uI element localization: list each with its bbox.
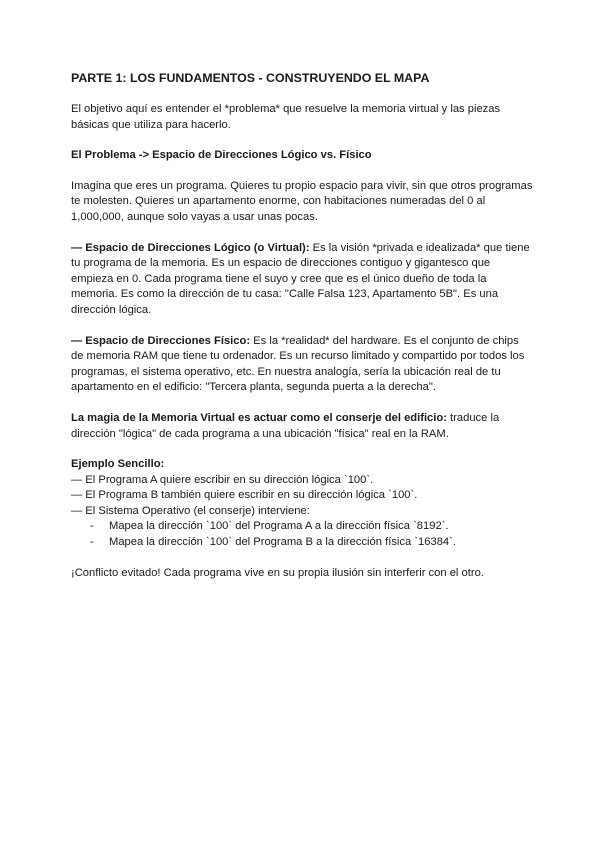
- physical-address-text: Es la *realidad* del hardware. Es el conjunto de chips de memoria RAM que tiene tu ordenador. Es un recurso limitado y compartido por todos los programas, el sistema operativo, etc. En nuestra analogía, sería la ubicación real de tu apartamento en el edificio: "Tercera planta, segunda puerta a la derecha".: [71, 334, 525, 394]
- logical-address-text: Es la visión *privada e idealizada* que tiene tu programa de la memoria. Es un espacio de direcciones contiguo y gigantesco que empieza en 0. Cada programa tiene el suyo y cree que es el único dueño de toda la memoria. Es como la dirección de tu casa: "Calle Falsa 123, Apartamento 5B". Es una dirección lógica.: [71, 241, 530, 316]
- physical-address-paragraph: [71, 334, 533, 396]
- example-sub-list: [71, 519, 533, 550]
- magic-label: La magia de la Memoria Virtual es actuar como el conserje del edificio:: [71, 411, 447, 424]
- physical-address-label: — Espacio de Direcciones Físico:: [71, 334, 251, 347]
- list-dash: -: [90, 536, 94, 549]
- magic-paragraph: [71, 411, 533, 442]
- intro-paragraph: El objetivo aquí es entender el *problema* que resuelve la memoria virtual y las piezas básicas que utiliza para hacerlo.: [71, 103, 501, 131]
- conclusion-paragraph: ¡Conflicto evitado! Cada programa vive en su propia ilusión sin interferir con el otro.: [71, 566, 484, 579]
- problem-paragraph: Imagina que eres un programa. Quieres tu propio espacio para vivir, sin que otros programas te molesten. Quieres un apartamento enorme, con habitaciones numeradas del 0 al 1,000,000, aunque solo vayas a usar unas pocas.: [71, 179, 533, 223]
- document-title: PARTE 1: LOS FUNDAMENTOS - CONSTRUYENDO EL MAPA: [71, 71, 430, 85]
- magic-text: traduce la dirección "lógica" de cada programa a una ubicación "física" real en la RAM.: [71, 411, 500, 440]
- example-line: — El Programa A quiere escribir en su dirección lógica `100`.: [71, 473, 374, 486]
- logical-address-label: — Espacio de Direcciones Lógico (o Virtual):: [71, 241, 310, 254]
- example-line: — El Programa B también quiere escribir en su dirección lógica `100`.: [71, 489, 418, 502]
- example-line: — El Sistema Operativo (el conserje) interviene:: [71, 504, 310, 517]
- document-page: [71, 70, 533, 581]
- example-sub-item: - Mapea la dirección `100` del Programa B a la dirección física `16384`.: [71, 535, 533, 551]
- list-dash: -: [90, 520, 94, 533]
- logical-address-paragraph: [71, 241, 533, 319]
- example-section: [71, 457, 533, 551]
- example-sub-item: - Mapea la dirección `100` del Programa A a la dirección física `8192`.: [71, 519, 533, 535]
- example-heading: Ejemplo Sencillo:: [71, 458, 165, 471]
- problem-heading: El Problema -> Espacio de Direcciones Lógico vs. Físico: [71, 149, 372, 162]
